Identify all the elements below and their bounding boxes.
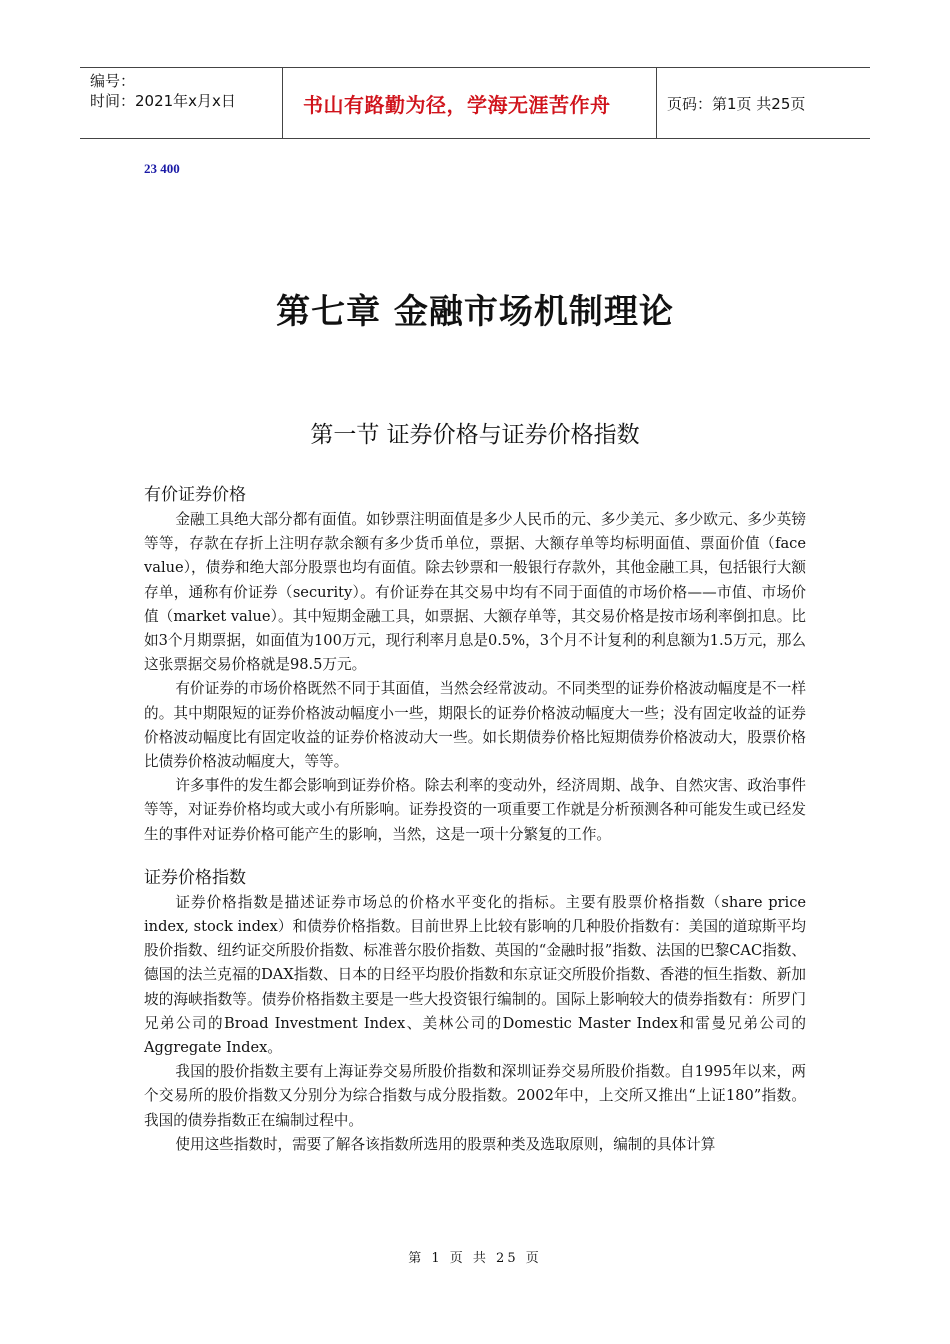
paragraph: 证券价格指数是描述证券市场总的价格水平变化的指标。主要有股票价格指数（share price index, stock index）和债券价格指数。目前世界上比较有影响的几种股价指数有：美国的道琼斯平均股价指数、纽约证交所股价指数、标准普尔股价指数、英国的“金融时报”指数、法国的巴黎CAC指数、德国的法兰克福的DAX指数、日本的日经平均股价指数和东京证交所股价指数、香港的恒生指数、新加坡的海峡指数等。债券价格指数主要是一些大投资银行编制的。国际上影响较大的债券指数有：所罗门兄弟公司的Broad Investment Index、美林公司的Domestic Master Index和雷曼兄弟公司的Aggregate Index。	[144, 893, 806, 1057]
paragraph: 使用这些指数时，需要了解各该指数所选用的股票种类及选取原则，编制的具体计算	[175, 1135, 716, 1153]
chapter-title: 第七章 金融市场机制理论	[276, 292, 674, 332]
paragraph: 我国的股价指数主要有上海证券交易所股价指数和深圳证券交易所股价指数。自1995年以来，两个交易所的股价指数又分别分为综合指数与成分股指数。2002年中，上交所又推出“上证180”指数。我国的债券指数正在编制过程中。	[144, 1063, 806, 1129]
section-title: 第一节 证券价格与证券价格指数	[310, 422, 640, 448]
number-label: 编号：	[90, 72, 136, 90]
header-motto: 书山有路勤为径，学海无涯苦作舟	[282, 68, 657, 138]
document-code: 23 400	[144, 161, 180, 176]
header-meta	[80, 68, 282, 138]
subsection	[144, 865, 806, 1157]
header-table	[80, 67, 870, 139]
subsection	[144, 482, 806, 847]
header-page-info: 页码：第1页 共25页	[667, 94, 806, 113]
paragraph: 金融工具绝大部分都有面值。如钞票注明面值是多少人民币的元、多少美元、多少欧元、多少英镑等等，存款在存折上注明存款余额有多少货币单位，票据、大额存单等均标明面值、票面价值（face value），债券和绝大部分股票也均有面值。除去钞票和一般银行存款外，其他金融工具，包括银行大额存单，通称有价证券（security）。有价证券在其交易中均有不同于面值的市场价格——市值、市场价值（market value）。其中短期金融工具，如票据、大额存单等，其交易价格是按市场利率倒扣息。比如3个月期票据，如面值为100万元，现行利率月息是0.5%，3个月不计复利的利息额为1.5万元，那么这张票据交易价格就是98.5万元。	[144, 511, 806, 674]
page-footer: 第 1 页 共 25 页	[408, 1251, 542, 1266]
body-content	[144, 482, 806, 1157]
paragraph: 有价证券的市场价格既然不同于其面值，当然会经常波动。不同类型的证券价格波动幅度是不一样的。其中期限短的证券价格波动幅度小一些，期限长的证券价格波动幅度大一些；没有固定收益的证券价格波动幅度比有固定收益的证券价格波动大一些。如长期债券价格比短期债券价格波动大，股票价格比债券价格波动幅度大，等等。	[144, 680, 806, 771]
date-label: 时间：2021年x月x日	[90, 92, 236, 110]
subsection-heading: 证券价格指数	[144, 867, 246, 888]
paragraph: 许多事件的发生都会影响到证券价格。除去利率的变动外，经济周期、战争、自然灾害、政治事件等等，对证券价格均或大或小有所影响。证券投资的一项重要工作就是分析预测各种可能发生或已经发生的事件对证券价格可能产生的影响，当然，这是一项十分繁复的工作。	[144, 777, 806, 843]
subsection-heading: 有价证券价格	[144, 485, 246, 505]
